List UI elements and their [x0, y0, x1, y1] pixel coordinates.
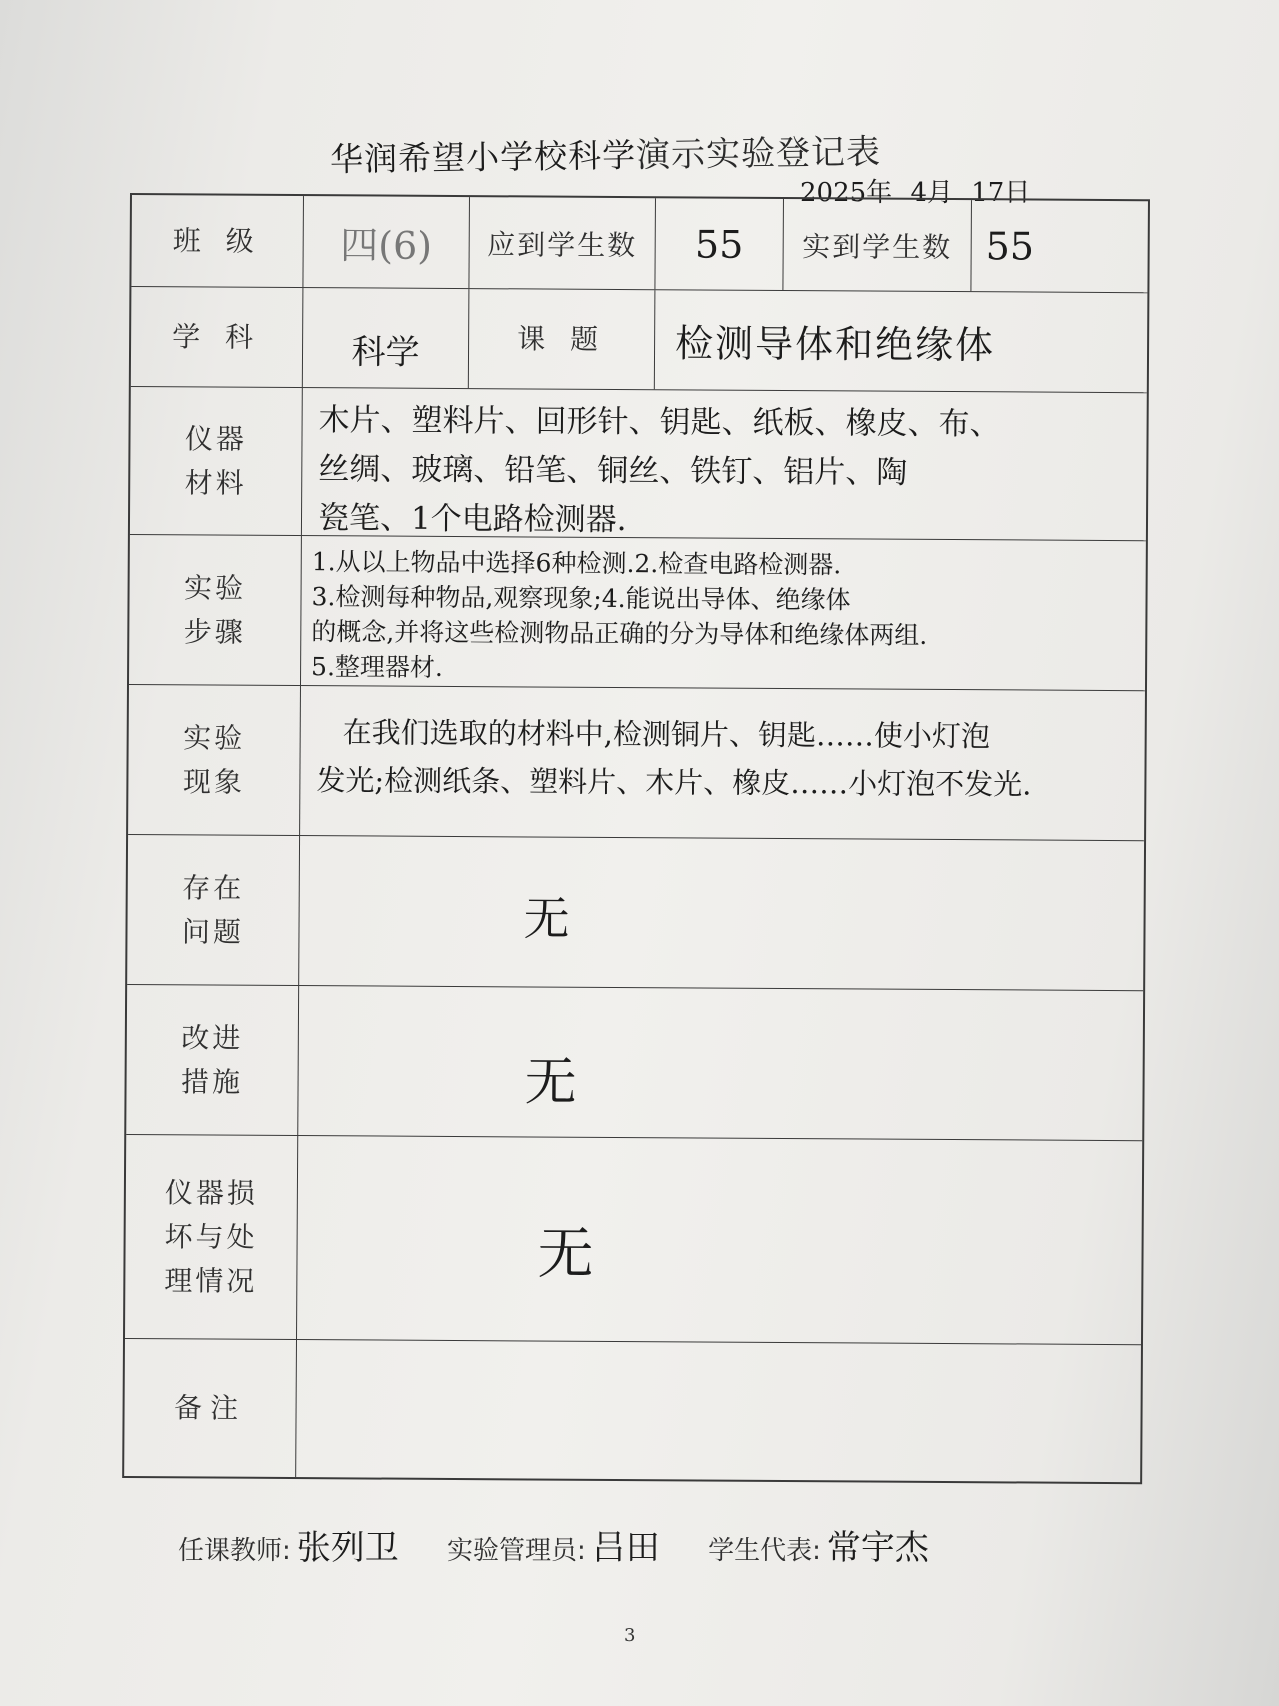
topic-label-cell [469, 289, 656, 389]
class-label-cell [131, 195, 304, 287]
row-improvements [126, 985, 1143, 1141]
problems-value: 无 [523, 891, 570, 946]
phenomenon-label-2: 现象 [182, 764, 246, 799]
row-damage [125, 1135, 1142, 1345]
actual-label-cell [783, 199, 972, 291]
date-year: 2025年 [800, 178, 893, 208]
materials-line: 瓷笔、1个电路检测器. [317, 500, 627, 539]
admin-label: 实验管理员: [447, 1536, 586, 1566]
topic-label: 课 题 [517, 321, 607, 356]
actual-value-cell [971, 200, 1148, 292]
form-title [330, 124, 882, 181]
topic-value: 检测导体和绝缘体 [674, 321, 996, 368]
expected-value-cell [655, 198, 784, 290]
damage-label-3: 理情况 [164, 1263, 258, 1298]
class-value: 四(6) [340, 223, 433, 268]
notes-label-cell [124, 1339, 297, 1477]
steps-label-1: 实验 [183, 570, 247, 605]
admin-name: 吕田 [591, 1528, 660, 1568]
phenomenon-line: 在我们选取的材料中,检测铜片、钥匙……使小灯泡 [342, 715, 991, 754]
subject-fill: 科学 [567, 135, 637, 176]
improve-label-1: 改进 [181, 1020, 244, 1055]
subject-value: 科学 [351, 332, 420, 373]
student-name: 常宇杰 [826, 1528, 929, 1568]
experiment-record-table [122, 193, 1150, 1484]
damage-value: 无 [537, 1221, 594, 1287]
steps-line: 1.从以上物品中选择6种检测.2.检查电路检测器. [311, 547, 842, 580]
date-day: 17日 [971, 178, 1031, 208]
row-notes [124, 1339, 1141, 1482]
school-name: 华润希望小学校 [329, 136, 569, 179]
subject-value-cell [303, 288, 470, 388]
steps-line: 5.整理器材. [311, 652, 444, 682]
signatures [178, 1520, 929, 1569]
materials-content [302, 388, 1147, 540]
materials-line: 木片、塑料片、回形针、钥匙、纸板、橡皮、布、 [318, 402, 1001, 443]
teacher-name: 张列卫 [296, 1528, 399, 1568]
title-suffix: 演示实验登记表 [635, 132, 882, 176]
materials-label-2: 材料 [184, 465, 247, 500]
row-problems [127, 835, 1144, 991]
class-label: 班 级 [172, 223, 262, 258]
phenomenon-line: 发光;检测纸条、塑料片、木片、橡皮……小灯泡不发光. [316, 763, 1032, 802]
problems-label-cell [127, 835, 300, 985]
date-month: 4月 [910, 178, 953, 208]
damage-label-cell [125, 1135, 298, 1339]
steps-label-cell [129, 535, 302, 685]
row-phenomenon [128, 685, 1145, 841]
improve-value: 无 [524, 1052, 577, 1113]
steps-line: 3.检测每种物品,观察现象;4.能说出导体、绝缘体 [311, 582, 851, 615]
problems-label-2: 问题 [181, 914, 245, 949]
expected-value: 55 [694, 221, 744, 267]
topic-value-cell [655, 290, 1148, 392]
actual-value: 55 [985, 223, 1035, 269]
problems-label-1: 存在 [182, 870, 245, 905]
row-class [131, 195, 1148, 293]
phenomenon-label-1: 实验 [183, 720, 246, 755]
materials-line: 丝绸、玻璃、铅笔、铜丝、铁钉、铝片、陶 [318, 451, 908, 491]
steps-content [301, 536, 1146, 690]
phenomenon-label-cell [128, 685, 301, 835]
phenomenon-content [300, 686, 1145, 840]
teacher-label: 任课教师: [178, 1536, 291, 1566]
subject-label: 学 科 [172, 319, 262, 354]
page-number: 3 [624, 1625, 636, 1646]
improve-label-2: 措施 [180, 1064, 244, 1099]
steps-line: 的概念,并将这些检测物品正确的分为导体和绝缘体两组. [311, 617, 928, 650]
row-subject [131, 287, 1148, 393]
notes-label: 备注 [173, 1390, 247, 1425]
actual-label: 实到学生数 [802, 229, 953, 264]
row-steps [129, 535, 1146, 691]
row-materials [130, 387, 1147, 541]
expected-label: 应到学生数 [487, 227, 638, 262]
class-value-cell [303, 196, 470, 288]
improve-label-cell [126, 985, 299, 1135]
damage-label-1: 仪器损 [164, 1175, 258, 1210]
steps-label-2: 步骤 [183, 614, 246, 649]
student-label: 学生代表: [708, 1536, 821, 1566]
expected-label-cell [469, 197, 656, 289]
subject-label-cell [131, 287, 304, 387]
materials-label-cell [130, 387, 303, 535]
materials-label-1: 仪器 [184, 421, 248, 456]
damage-label-2: 坏与处 [164, 1219, 258, 1254]
